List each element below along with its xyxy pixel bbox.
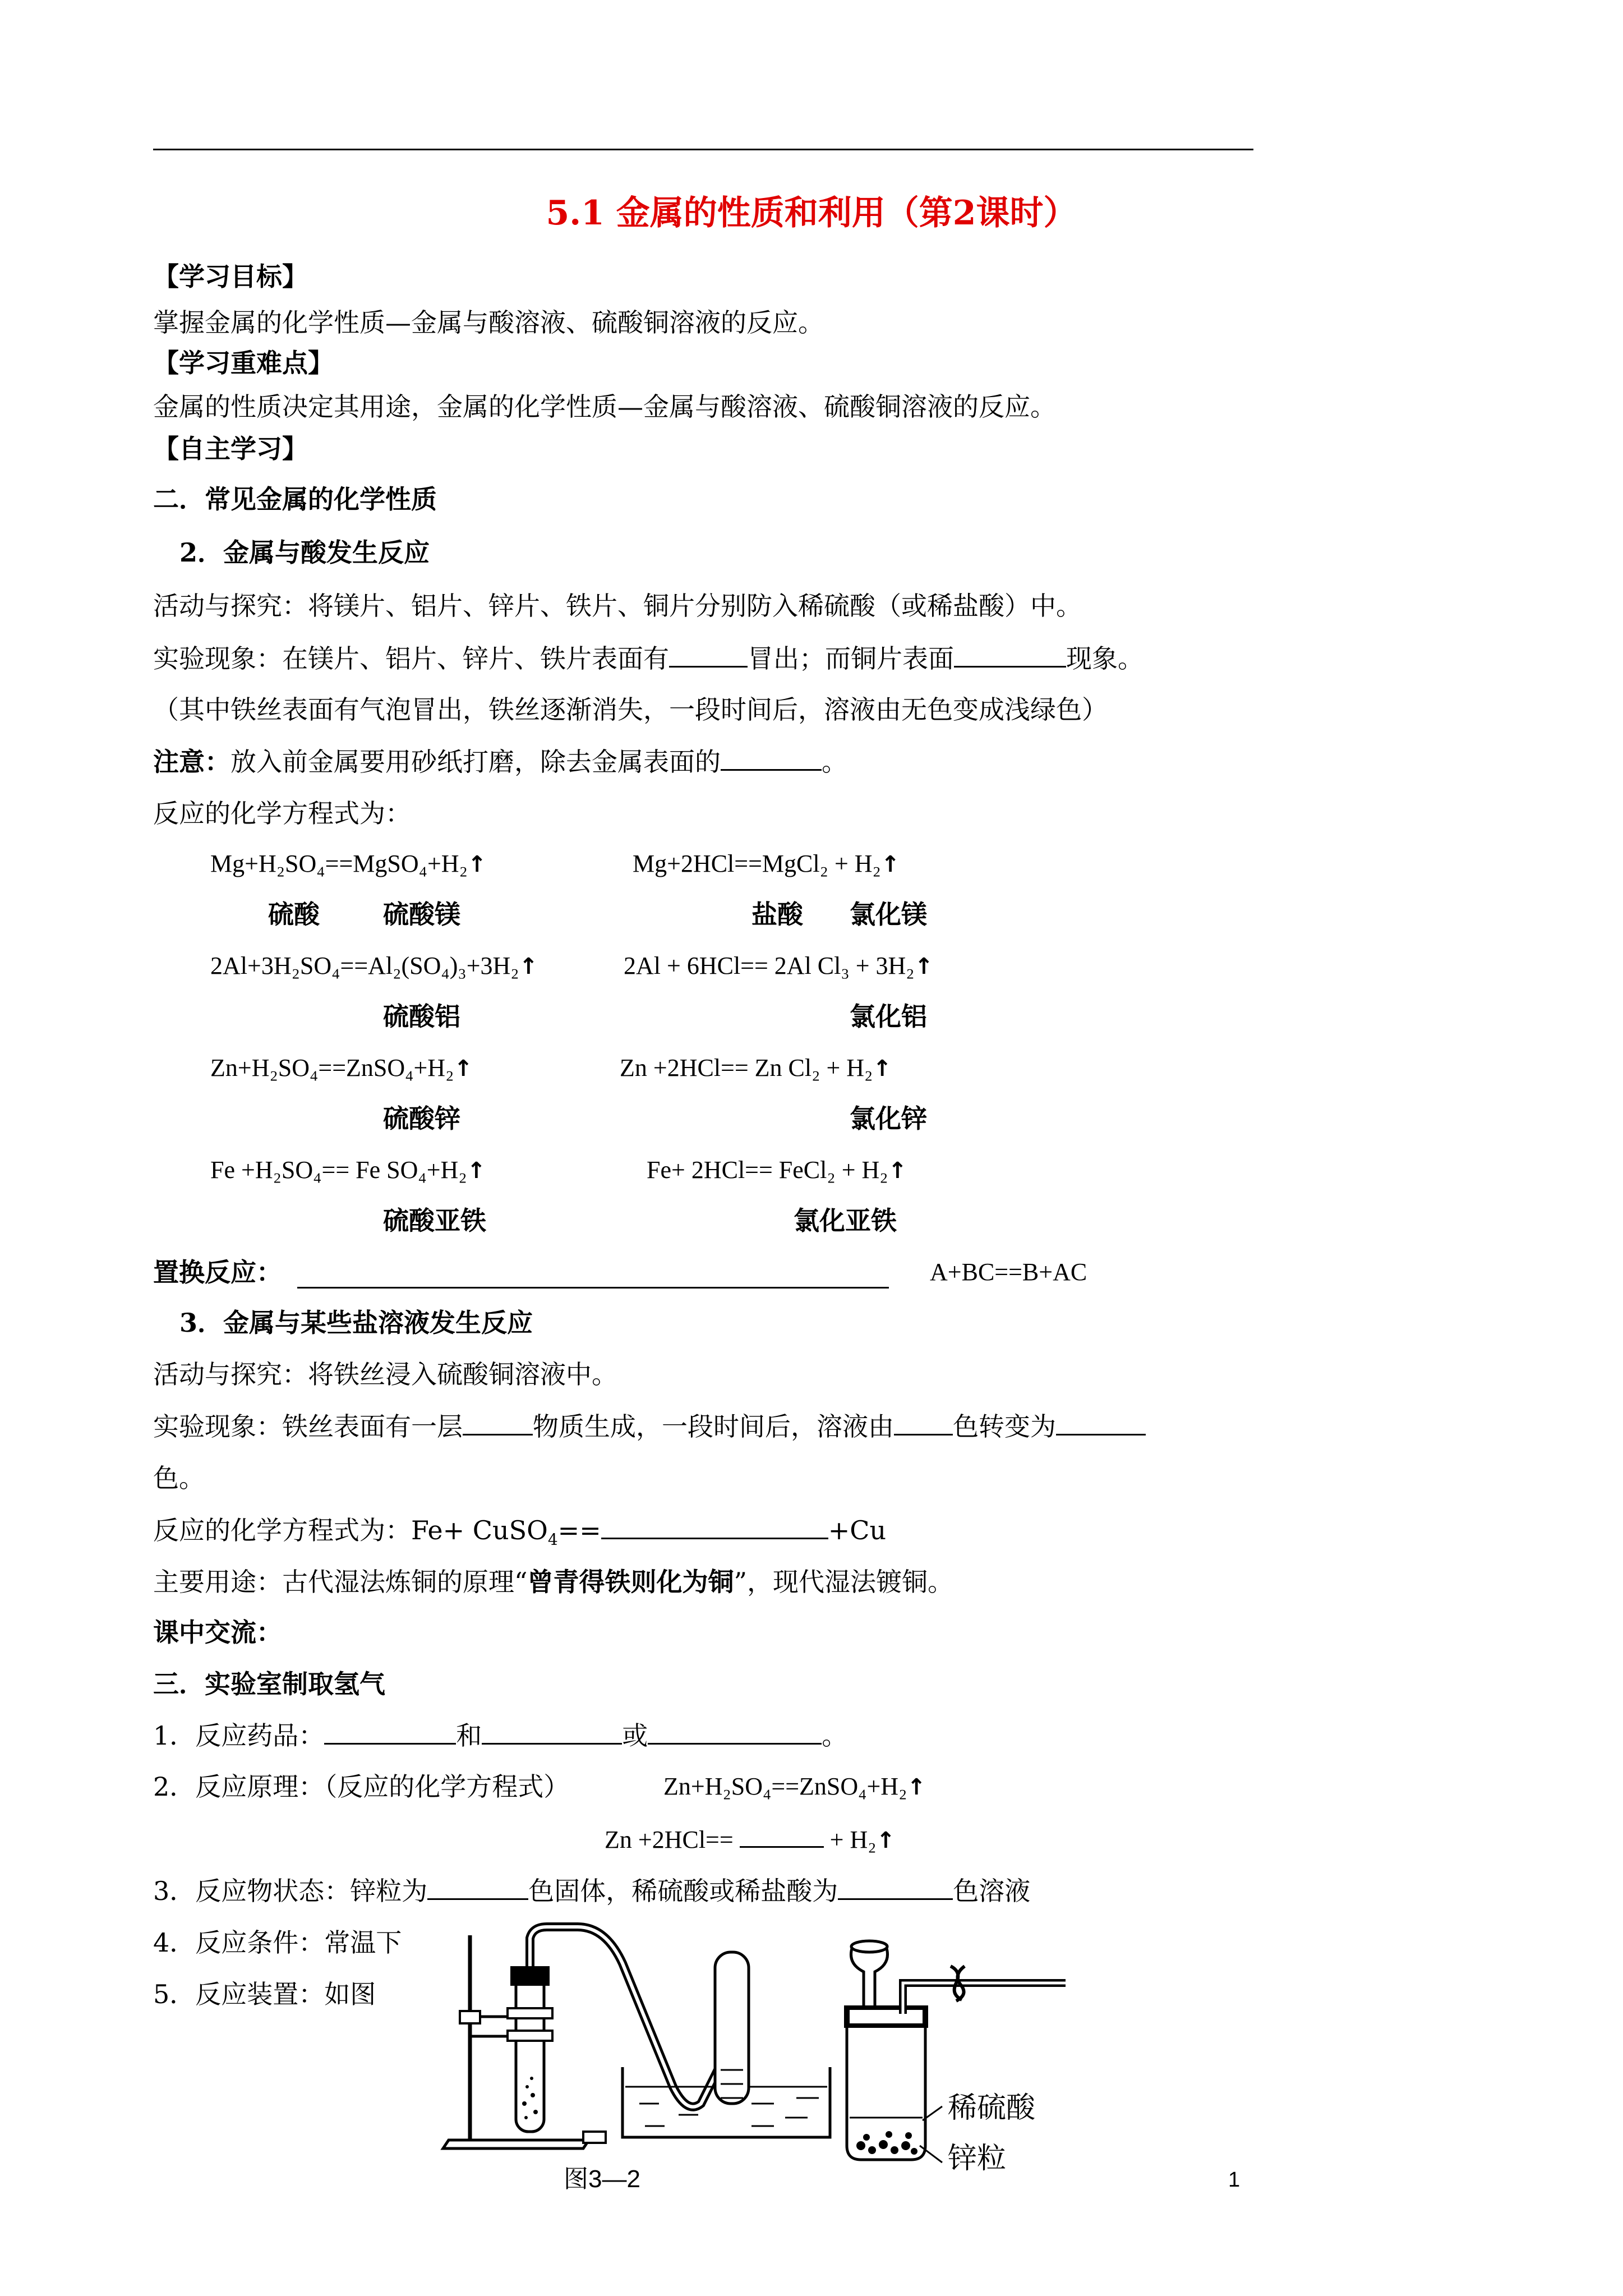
up-arrow-icon: ↑ (519, 954, 538, 979)
label-zinc-granules: 锌粒 (948, 2142, 1007, 2175)
page-title: 5.1 金属的性质和利用（第2课时） (546, 194, 1077, 233)
equation-al-hcl: 2Al + 6HCl== 2Al Cl₃ + 3H₂↑ (624, 952, 934, 979)
phenomenon-2 (153, 641, 1144, 675)
item3-part-a: 3．反应物状态：锌粒为 (153, 1876, 428, 1906)
up-arrow-icon: ↑ (914, 954, 934, 979)
blank-zinc-color[interactable] (427, 1874, 528, 1900)
item2-eq2-right: + H₂ (823, 1826, 877, 1853)
label-dilute-sulfuric-acid: 稀硫酸 (948, 2091, 1036, 2125)
item-5: 5．反应装置：如图 (153, 1979, 376, 2009)
goal-header: 【学习目标】 (153, 261, 308, 292)
name-ferrous-chloride: 氯化亚铁 (794, 1205, 897, 1236)
key-header: 【学习重难点】 (153, 348, 334, 378)
equation-intro: 反应的化学方程式为： (153, 798, 411, 829)
note-line (153, 744, 847, 779)
item1-label: 1．反应药品： (153, 1720, 325, 1751)
name-aluminum-chloride: 氯化铝 (850, 1001, 927, 1032)
up-arrow-icon: ↑ (876, 1828, 896, 1853)
name-aluminum-sulfate: 硫酸铝 (383, 1001, 460, 1032)
up-arrow-icon: ↑ (467, 852, 487, 877)
figure-caption: 图3—2 (564, 2165, 640, 2193)
phenom3-part-c: 色转变为 (953, 1411, 1056, 1442)
phenomenon-3-end: 色。 (153, 1463, 205, 1493)
displacement-label: 置换反应： (153, 1257, 282, 1287)
up-arrow-icon: ↑ (454, 1056, 473, 1082)
key-text: 金属的性质决定其用途，金属的化学性质—金属与酸溶液、硫酸铜溶液的反应。 (153, 392, 1056, 422)
part2-header: 二．常见金属的化学性质 (153, 484, 437, 514)
name-ferrous-sulfate: 硫酸亚铁 (383, 1205, 486, 1236)
item-1 (153, 1718, 847, 1752)
blank-gas[interactable] (669, 641, 748, 668)
blank-reagent-1[interactable] (324, 1718, 456, 1745)
blank-color-to[interactable] (1056, 1409, 1146, 1435)
header-rule (153, 149, 1253, 150)
activity-2: 活动与探究：将镁片、铝片、锌片、铁片、铜片分别防入稀硫酸（或稀盐酸）中。 (153, 591, 1082, 621)
goal-text: 掌握金属的化学性质—金属与酸溶液、硫酸铜溶液的反应。 (153, 307, 824, 338)
phenom3-part-b: 物质生成，一段时间后，溶液由 (533, 1411, 894, 1442)
equation-mg-hcl: Mg+2HCl==MgCl₂ + H₂↑ (633, 850, 900, 877)
item2-equation-2 (605, 1821, 895, 1857)
equation-zn-h2so4: Zn+H₂SO₄==ZnSO₄+H₂↑ (210, 1054, 473, 1082)
item-2: 2．反应原理：（反应的化学方程式） (153, 1772, 570, 1802)
item1-or: 或 (622, 1720, 648, 1751)
sub3-header: 3．金属与某些盐溶液发生反应 (179, 1308, 533, 1338)
equation-mg-h2so4: Mg+H₂SO₄==MgSO₄+H₂↑ (210, 850, 487, 877)
blank-displacement[interactable] (297, 1287, 889, 1289)
blank-reagent-2[interactable] (482, 1718, 622, 1745)
item-3 (153, 1874, 1030, 1908)
equation-fe-h2so4: Fe +H₂SO₄== Fe SO₄+H₂↑ (210, 1156, 486, 1184)
usage-part-b: ”，现代湿法镀铜。 (734, 1567, 954, 1597)
activity-3: 活动与探究：将铁丝浸入硫酸铜溶液中。 (153, 1359, 617, 1389)
phenomenon-3 (153, 1409, 1146, 1443)
item1-end: 。 (822, 1720, 848, 1751)
equation-zn-hcl: Zn +2HCl== Zn Cl₂ + H₂↑ (620, 1054, 892, 1082)
displacement-formula: A+BC==B+AC (930, 1258, 1087, 1286)
up-arrow-icon: ↑ (880, 852, 900, 877)
usage-part-a: 主要用途：古代湿法炼铜的原理“ (153, 1567, 528, 1597)
name-zinc-sulfate: 硫酸锌 (383, 1103, 460, 1134)
name-magnesium-sulfate: 硫酸镁 (383, 899, 460, 930)
blank-color-from[interactable] (894, 1409, 953, 1435)
class-discussion-header: 课中交流： (153, 1617, 282, 1648)
usage-quote: 曾青得铁则化为铜 (527, 1567, 734, 1597)
eq3-part-c: +Cu (828, 1515, 887, 1545)
equation-fe-hcl: Fe+ 2HCl== FeCl₂ + H₂↑ (647, 1156, 907, 1184)
blank-zinc-chloride[interactable] (740, 1821, 824, 1848)
sub2-header: 2．金属与酸发生反应 (179, 537, 430, 568)
part3-header: 三．实验室制取氢气 (153, 1669, 385, 1699)
equation-3-line: 反应的化学方程式为：Fe+ CuSO$_4$== +Cu (153, 1513, 886, 1547)
apparatus-diagram-tube (437, 1918, 841, 2171)
up-arrow-icon: ↑ (888, 1158, 907, 1184)
note-label: 注意： (153, 747, 230, 777)
up-arrow-icon: ↑ (873, 1056, 892, 1082)
phenomenon-2-note: （其中铁丝表面有气泡冒出，铁丝逐渐消失，一段时间后，溶液由无色变成浅绿色） (153, 694, 1108, 725)
usage-line (153, 1565, 953, 1599)
item3-part-b: 色固体，稀硫酸或稀盐酸为 (528, 1876, 838, 1906)
phenom2-part-a: 实验现象：在镁片、铝片、锌片、铁片表面有 (153, 643, 669, 674)
name-zinc-chloride: 氯化锌 (850, 1103, 927, 1134)
item-4: 4．反应条件：常温下 (153, 1927, 402, 1958)
self-study-header: 【自主学习】 (153, 434, 308, 464)
equation-al-h2so4: 2Al+3H₂SO₄==Al₂(SO₄)₃+3H₂↑ (210, 952, 538, 979)
eq3-part-a: 反应的化学方程式为：Fe+ CuSO (153, 1515, 548, 1545)
blank-substance[interactable] (463, 1409, 533, 1435)
blank-copper[interactable] (954, 641, 1066, 668)
page-number: 1 (1228, 2168, 1241, 2192)
item1-and: 和 (456, 1720, 482, 1751)
blank-oxide[interactable] (721, 744, 822, 771)
eq3-part-b: == (557, 1515, 601, 1545)
item3-part-c: 色溶液 (953, 1876, 1031, 1906)
item2-equation-1: Zn+H₂SO₄==ZnSO₄+H₂↑ (663, 1773, 926, 1800)
phenom2-part-c: 现象。 (1066, 643, 1144, 674)
up-arrow-icon: ↑ (467, 1158, 486, 1184)
name-hydrochloric-acid: 盐酸 (751, 899, 803, 930)
name-magnesium-chloride: 氯化镁 (850, 899, 927, 930)
blank-reagent-3[interactable] (648, 1718, 822, 1745)
up-arrow-icon: ↑ (907, 1774, 926, 1800)
blank-product[interactable] (601, 1513, 828, 1539)
item2-eq2-left: Zn +2HCl== (605, 1826, 740, 1853)
blank-acid-color[interactable] (838, 1874, 953, 1900)
note-end: 。 (822, 747, 847, 777)
phenom3-part-a: 实验现象：铁丝表面有一层 (153, 1411, 463, 1442)
phenom2-part-b: 冒出；而铜片表面 (748, 643, 954, 674)
name-sulfuric-acid: 硫酸 (268, 899, 320, 930)
note-text: 放入前金属要用砂纸打磨，除去金属表面的 (230, 747, 721, 777)
